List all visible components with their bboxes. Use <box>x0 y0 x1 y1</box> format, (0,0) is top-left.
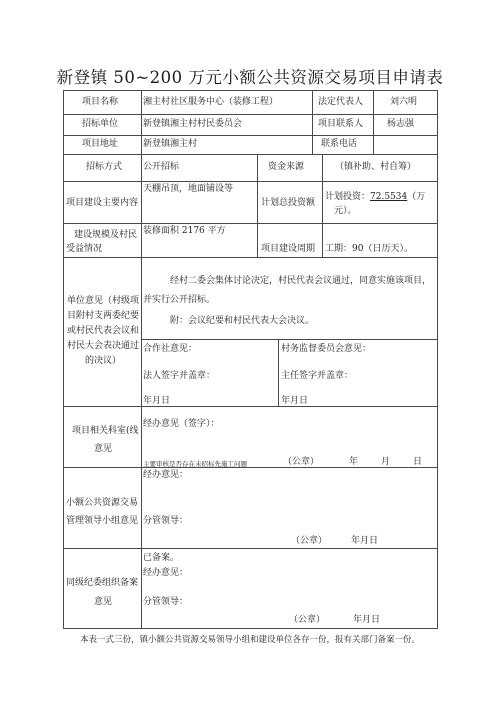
column-divider <box>373 90 374 154</box>
supervision-date: 年月日 <box>281 396 309 406</box>
column-divider <box>322 154 323 257</box>
value-project-name: 湘主村社区服务中心（装修工程） <box>143 97 279 107</box>
discipline-leader: 分管领导： <box>143 597 189 607</box>
value-investment-unit: 元）。 <box>334 206 357 216</box>
discipline-handler: 经办意见： <box>143 568 189 578</box>
label-leading-group-2: 管理领导小组意见 <box>66 516 139 526</box>
table-border-left <box>63 90 64 628</box>
cooperative-opinion-label: 合作社意见： <box>143 344 198 354</box>
label-project-contact: 项目联系人 <box>318 119 364 129</box>
cooperative-date: 年月日 <box>143 396 171 406</box>
table-border-right <box>437 90 438 628</box>
label-leading-group-1: 小额公共资源交易 <box>66 498 139 508</box>
cooperative-sign-label: 法人签字并盖章： <box>143 371 216 381</box>
unit-opinion-text-2: 并实行公开招标。 <box>143 295 216 305</box>
column-divider <box>257 154 258 257</box>
row-divider <box>63 257 438 258</box>
label-construction-period: 项目建设周期 <box>261 244 316 254</box>
value-project-address: 新登镇湘主村 <box>143 139 198 149</box>
row-divider <box>63 548 438 549</box>
label-tender-method: 招标方式 <box>86 162 123 172</box>
label-project-address: 项目地址 <box>82 139 119 149</box>
page-title: 新登镇 50~200 万元小额公共资源交易项目申请表 <box>56 68 444 87</box>
label-unit-opinion: 单位意见（村级项 目附村支两委纪要 或村民代表会议和 村民大会表决通过 的决议） <box>66 296 139 366</box>
label-department-opinion-2: 意见 <box>94 444 113 454</box>
value-investment: 计划投资：72.5534（万 <box>325 192 426 202</box>
value-tender-unit: 新登镇湘主村村民委员会 <box>143 119 243 129</box>
column-divider <box>141 90 142 628</box>
label-legal-rep: 法定代表人 <box>318 97 364 107</box>
table-border-bottom <box>63 628 438 629</box>
department-review-note: 主要审核是否存在未招标先施工问题 <box>143 460 247 468</box>
value-tender-method: 公开招标 <box>143 162 180 172</box>
unit-opinion-attachment: 附：会议纪要和村民代表大会决议。 <box>170 316 315 326</box>
column-divider <box>312 90 313 154</box>
label-fund-source: 资金来源 <box>268 162 305 172</box>
value-fund-source: （镇补助、村自筹） <box>335 162 417 172</box>
department-year: 年 <box>349 457 359 467</box>
label-department-opinion-1: 项目相关科室(线 <box>72 426 139 436</box>
row-divider <box>63 406 438 407</box>
value-legal-rep: 刘六明 <box>390 97 418 107</box>
leading-group-date: 年月日 <box>351 536 379 546</box>
label-discipline-filing-2: 意见 <box>94 597 113 607</box>
footer-note: 本表一式三份，镇小额公共资源交易领导小组和建设单位各存一份，报有关部门备案一份。 <box>79 635 420 645</box>
row-divider <box>63 154 438 155</box>
value-project-contact: 杨志强 <box>387 119 415 129</box>
supervision-sign-label: 主任签字并盖章： <box>281 371 354 381</box>
row-divider <box>141 339 438 340</box>
row-divider <box>63 181 438 182</box>
label-tender-unit: 招标单位 <box>82 119 119 129</box>
row-divider <box>63 135 438 136</box>
discipline-date: 年月日 <box>353 615 381 625</box>
value-construction-period: 工期：90（日历天）。 <box>325 244 413 254</box>
label-project-name: 项目名称 <box>82 97 119 107</box>
leading-group-handler: 经办意见： <box>143 470 189 480</box>
department-seal: （公章） <box>283 457 320 467</box>
label-scale-line2: 受益情况 <box>66 244 103 254</box>
department-month: 月 <box>381 457 391 467</box>
column-divider <box>278 339 279 406</box>
department-day: 日 <box>413 457 423 467</box>
unit-opinion-text-1: 经村二委会集体讨论决定，村民代表会议通过，同意实施该项目， <box>170 276 432 286</box>
label-scale-line1: 建设规模及村民 <box>74 230 138 240</box>
table-border-top <box>63 90 438 91</box>
discipline-filed: 已备案。 <box>143 553 180 563</box>
label-phone: 联系电话 <box>321 139 358 149</box>
label-discipline-filing-1: 同级纪委组织备案 <box>66 578 139 588</box>
investment-amount: 72.5534 <box>370 192 408 202</box>
supervision-opinion-label: 村务监督委员会意见： <box>281 344 372 354</box>
discipline-seal: （公章） <box>289 615 326 625</box>
value-main-content: 天棚吊顶，地面铺设等 <box>143 184 234 194</box>
leading-group-leader: 分管领导： <box>143 516 189 526</box>
leading-group-seal: （公章） <box>291 536 328 546</box>
row-divider <box>63 114 438 115</box>
label-main-content: 项目建设主要内容 <box>66 198 139 208</box>
value-scale: 装修面积 2176 平方 <box>143 226 226 236</box>
department-handler-opinion: 经办意见（签字）： <box>143 419 220 429</box>
row-divider <box>63 223 438 224</box>
label-total-investment: 计划总投资额 <box>261 198 316 208</box>
